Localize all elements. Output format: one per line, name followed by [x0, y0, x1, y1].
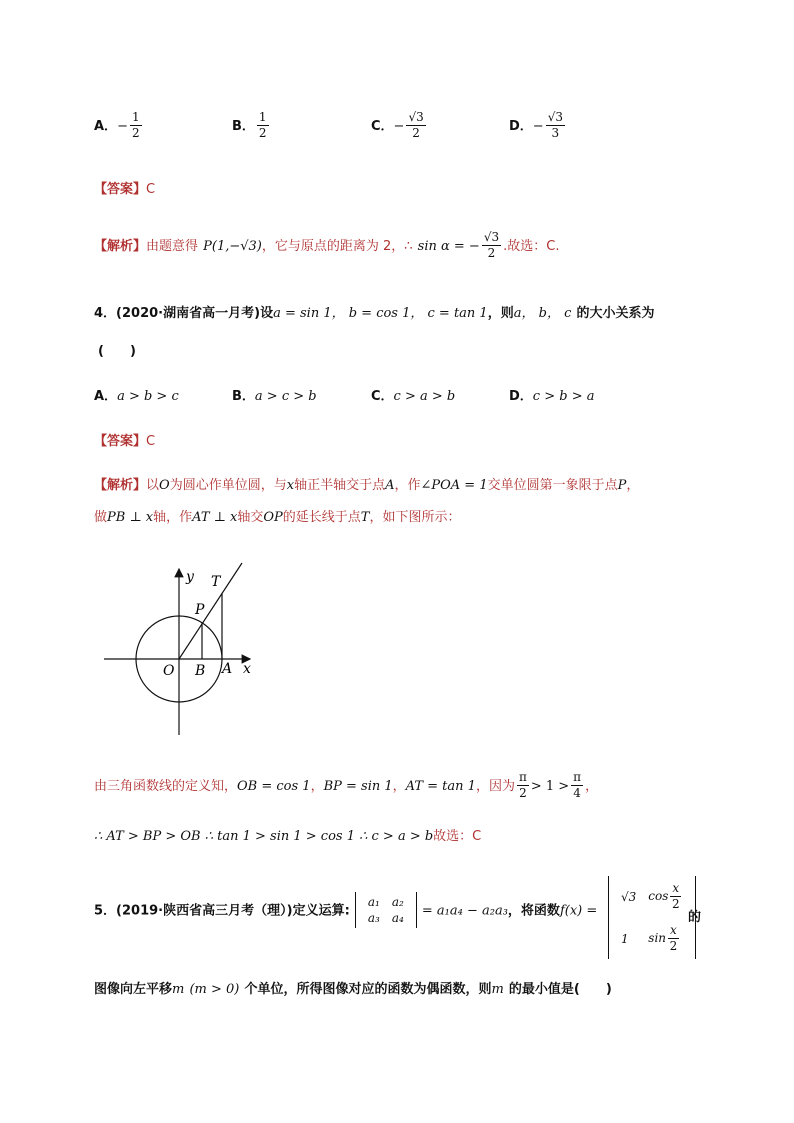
fraction: $\frac{√3}{2}$ [408, 110, 424, 140]
fraction: $\frac{1}{2}$ [131, 110, 140, 140]
q4-conclusion: 由三角函数线的定义知，OB = cos 1，BP = sin 1，AT = tan 1，因为 $\frac{\pi}{2}$ > 1 > $\frac{\pi}{4}$ ， [94, 770, 599, 800]
q3-analysis: 【解析】由题意得 P(1,−√3)，它与原点的距离为 2，∴ sin α = − $\frac{√3}{2}$ .故选：C. [94, 230, 560, 260]
fraction: $\frac{1}{2}$ [258, 110, 267, 140]
option-label: A． [94, 119, 118, 134]
q4-answer: 【答案】C [94, 434, 156, 449]
label-a: A [222, 661, 233, 677]
fraction: $\frac{√3}{3}$ [547, 110, 563, 140]
label-o: O [163, 663, 175, 679]
unit-circle-diagram [100, 555, 270, 740]
q3-answer: 【答案】C [94, 182, 156, 197]
q4-option-c: C．c > a > b [371, 389, 456, 404]
q4-option-b: B．a > c > b [232, 389, 317, 404]
label-t: T [211, 574, 221, 590]
q4-analysis-line2: 做PB ⊥ x轴，作AT ⊥ x轴交OP的延长线于点T，如下图所示： [94, 510, 461, 525]
label-b: B [195, 663, 206, 679]
q5-stem: 5．(2019·陕西省高三月考（理）)定义运算: a₁ a₂ a₃ a₄ = a₁a₄ − a₂a₃，将函数f(x) = [94, 892, 597, 928]
q3-option-a: A．− $\frac{1}{2}$ [94, 110, 140, 140]
q5-line2: 图像向左平移m (m > 0) 个单位，所得图像对应的函数为偶函数，则m 的最小值是( ) [94, 982, 612, 997]
q4-final: ∴ AT > BP > OB ∴ tan 1 > sin 1 > cos 1 ∴ c > a > b故选：C [94, 829, 482, 844]
q4-option-d: D．c > b > a [509, 389, 595, 404]
label-p: P [195, 602, 205, 618]
q3-option-b: B． $\frac{1}{2}$ [232, 110, 267, 140]
q5-function-determinant: √3 cos $\frac{x}{2}$ 1 sin $\frac{x}{2}$ [608, 876, 696, 959]
q5-de: 的 [688, 910, 702, 925]
q3-option-c: C．− $\frac{√3}{2}$ [371, 110, 424, 140]
q4-analysis-line1: 【解析】以O为圆心作单位圆，与x轴正半轴交于点A，作∠POA = 1交单位圆第一象限于点P， [94, 478, 640, 493]
label-x: x [243, 661, 251, 677]
determinant-definition: a₁ a₂ a₃ a₄ [355, 892, 417, 928]
q4-option-a: A．a > b > c [94, 389, 179, 404]
label-y: y [186, 569, 194, 585]
q4-blank: ( ) [98, 344, 136, 359]
q3-option-d: D．− $\frac{√3}{3}$ [509, 110, 563, 140]
q4-stem: 4．(2020·湖南省高一月考)设a = sin 1， b = cos 1， c = tan 1，则a， b， c 的大小关系为 [94, 306, 655, 321]
